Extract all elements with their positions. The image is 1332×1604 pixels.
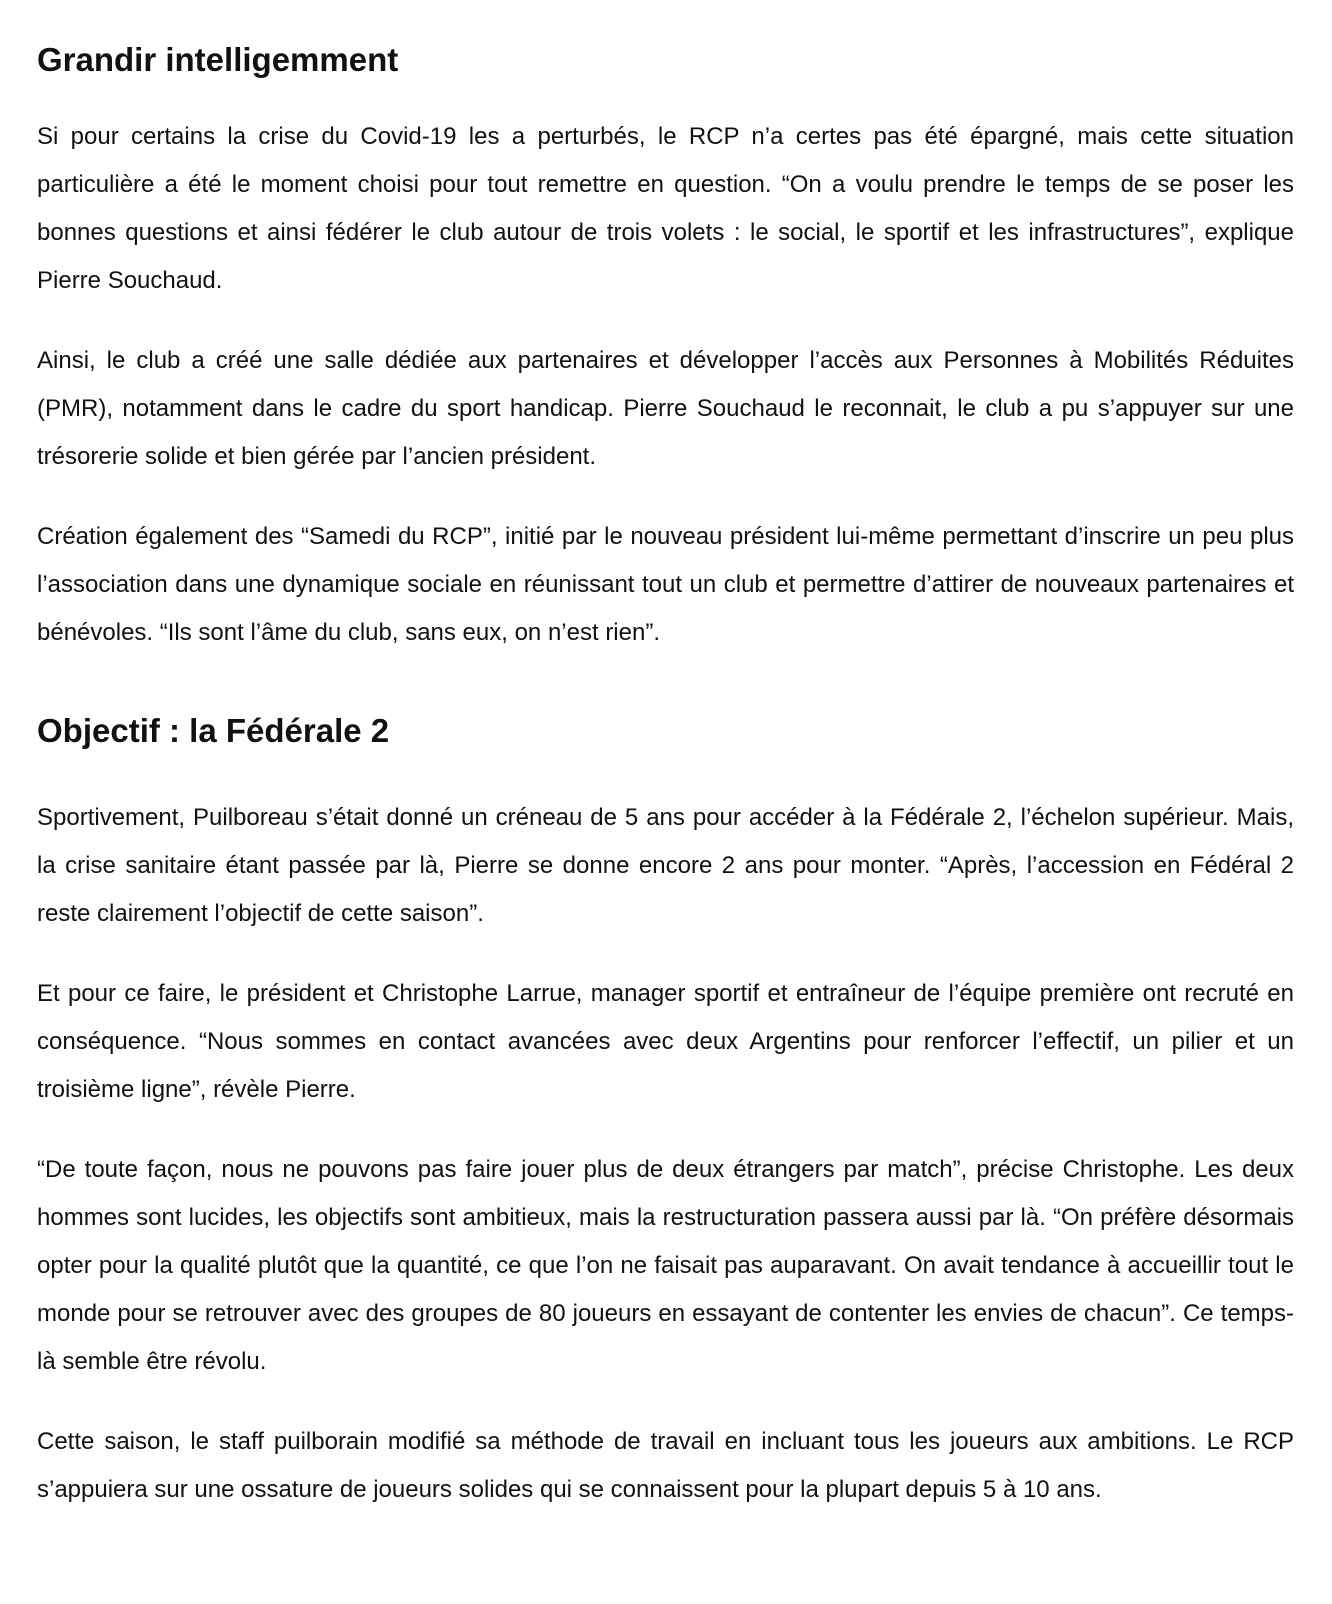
paragraph: Création également des “Samedi du RCP”, initié par le nouveau président lui-même permettant d’inscrire un peu plus l’association dans une dynamique sociale en réunissant tout un club et permettre d’attirer de nouveaux partenaires et bénévoles. “Ils sont l’âme du club, sans eux, on n’est rien”.: [37, 523, 1294, 646]
paragraph: Sportivement, Puilboreau s’était donné un créneau de 5 ans pour accéder à la Fédérale 2, l’échelon supérieur. Mais, la crise sanitaire étant passée par là, Pierre se donne encore 2 ans pour monter. “Après, l’accession en Fédéral 2 reste clairement l’objectif de cette saison”.: [37, 804, 1294, 927]
paragraph: Ainsi, le club a créé une salle dédiée aux partenaires et développer l’accès aux Personnes à Mobilités Réduites (PMR), notamment dans le cadre du sport handicap. Pierre Souchaud le reconnait, le club a pu s’appuyer sur une trésorerie solide et bien gérée par l’ancien président.: [37, 347, 1294, 470]
section-objectif-federale-2: [37, 703, 1294, 1514]
paragraph: Et pour ce faire, le président et Christophe Larrue, manager sportif et entraîneur de l’équipe première ont recruté en conséquence. “Nous sommes en contact avancées avec deux Argentins pour renforcer l’effectif, un pilier et un troisième ligne”, révèle Pierre.: [37, 980, 1294, 1103]
paragraph: Cette saison, le staff puilborain modifié sa méthode de travail en incluant tous les joueurs aux ambitions. Le RCP s’appuiera sur une ossature de joueurs solides qui se connaissent pour la plupart depuis 5 à 10 ans.: [37, 1428, 1294, 1503]
paragraph: Si pour certains la crise du Covid-19 les a perturbés, le RCP n’a certes pas été épargné, mais cette situation particulière a été le moment choisi pour tout remettre en question. “On a voulu prendre le temps de se poser les bonnes questions et ainsi fédérer le club autour de trois volets : le social, le sportif et les infrastructures”, explique Pierre Souchaud.: [37, 123, 1294, 294]
article: [37, 32, 1294, 1514]
section-heading: Objectif : la Fédérale 2: [37, 712, 390, 749]
paragraph: “De toute façon, nous ne pouvons pas faire jouer plus de deux étrangers par match”, précise Christophe. Les deux hommes sont lucides, les objectifs sont ambitieux, mais la restructuration passera aussi par là. “On préfère désormais opter pour la qualité plutôt que la quantité, ce que l’on ne faisait pas auparavant. On avait tendance à accueillir tout le monde pour se retrouver avec des groupes de 80 joueurs en essayant de contenter les envies de chacun”. Ce temps-là semble être révolu.: [37, 1156, 1294, 1375]
section-heading: Grandir intelligemment: [37, 41, 399, 78]
section-grandir-intelligemment: [37, 32, 1294, 657]
